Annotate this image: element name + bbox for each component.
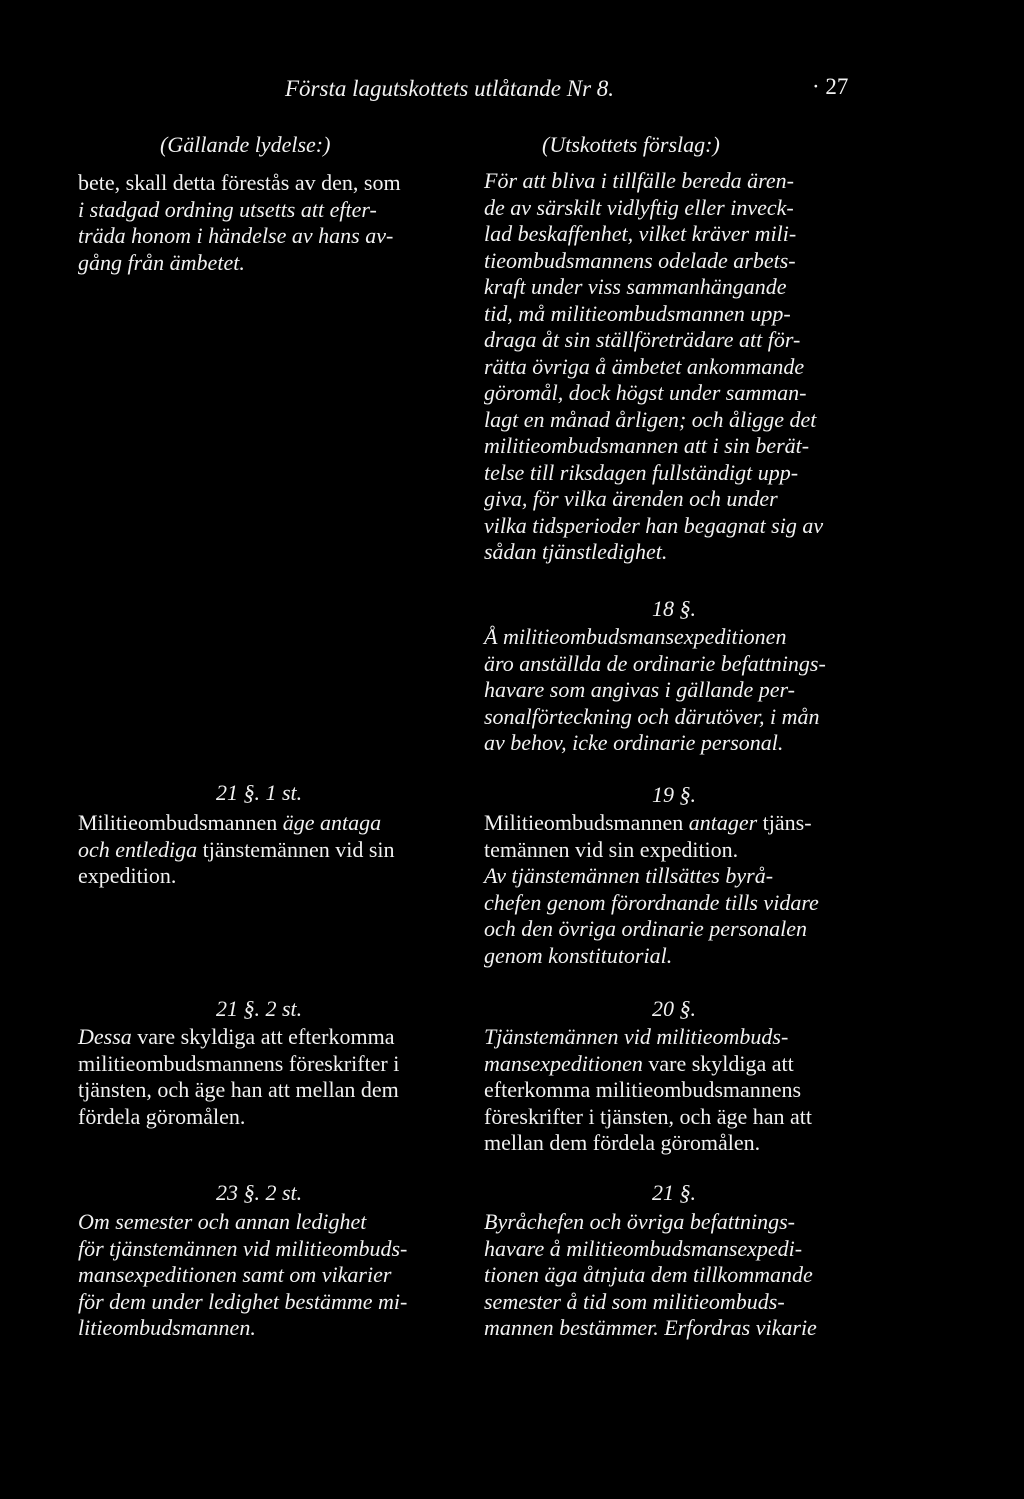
text-line: temännen vid sin expedition. bbox=[484, 836, 739, 862]
text-line: göromål, dock högst under samman- bbox=[484, 380, 807, 405]
text-line: För att bliva i tillfälle bereda ären- bbox=[484, 168, 794, 193]
page-number: · 27 bbox=[812, 74, 849, 99]
section-heading-19: 19 §. bbox=[652, 782, 696, 807]
section-21-paragraph bbox=[484, 1209, 872, 1342]
text-line: av behov, icke ordinarie personal. bbox=[484, 730, 784, 755]
text-line: Dessa vare skyldiga att efterkomma bbox=[78, 1024, 395, 1049]
section-21-2-paragraph bbox=[78, 1024, 466, 1130]
text-line: havare som angivas i gällande per- bbox=[484, 677, 795, 702]
text-line: militieombudsmannens föreskrifter i bbox=[78, 1050, 400, 1076]
text-line: lad beskaffenhet, vilket kräver mili- bbox=[484, 221, 797, 246]
text-line: Militieombudsmannen äge antaga bbox=[78, 810, 382, 835]
text-line: tjänsten, och äge han att mellan dem bbox=[78, 1077, 399, 1102]
text-line: chefen genom förordnande tills vidare bbox=[484, 889, 819, 915]
text-line: mansexpeditionen samt om vikarier bbox=[78, 1262, 392, 1287]
text-line: i stadgad ordning utsetts att efter- bbox=[78, 196, 377, 222]
section-heading-21: 21 §. bbox=[652, 1180, 696, 1205]
text-line: litieombudsmannen. bbox=[78, 1315, 256, 1340]
text-line: semester å tid som militieombuds- bbox=[484, 1288, 785, 1314]
left-column-heading: (Gällande lydelse:) bbox=[160, 132, 331, 157]
text-line: kraft under viss sammanhängande bbox=[484, 274, 787, 299]
section-21-1-paragraph bbox=[78, 810, 466, 890]
left-intro-paragraph bbox=[78, 170, 466, 276]
text-line: för tjänstemännen vid militieombuds- bbox=[78, 1235, 408, 1261]
section-20-paragraph bbox=[484, 1024, 872, 1157]
text-line: Av tjänstemännen tillsättes byrå- bbox=[484, 863, 774, 888]
text-line: träda honom i händelse av hans av- bbox=[78, 223, 394, 248]
section-19-paragraph bbox=[484, 810, 872, 969]
text-line: Tjänstemännen vid militieombuds- bbox=[484, 1024, 789, 1049]
running-header-title: Första lagutskottets utlåtande Nr 8. bbox=[285, 76, 615, 101]
text-line: tionen äga åtnjuta dem tillkommande bbox=[484, 1262, 813, 1287]
text-line: Å militieombudsmansexpeditionen bbox=[484, 624, 787, 649]
text-line: rätta övriga å ämbetet ankommande bbox=[484, 353, 805, 379]
text-line: och den övriga ordinarie personalen bbox=[484, 916, 808, 941]
text-line: mellan dem fördela göromålen. bbox=[484, 1130, 761, 1155]
text-line: bete, skall detta förestås av den, som bbox=[78, 170, 401, 195]
text-line: Militieombudsmannen antager tjäns- bbox=[484, 810, 812, 835]
section-18-paragraph bbox=[484, 624, 872, 757]
right-intro-paragraph bbox=[484, 168, 872, 566]
text-line: Byråchefen och övriga befattnings- bbox=[484, 1209, 795, 1234]
text-line: för dem under ledighet bestämme mi- bbox=[78, 1288, 408, 1314]
text-line: draga åt sin ställföreträdare att för- bbox=[484, 327, 801, 352]
right-column-heading: (Utskottets förslag:) bbox=[542, 132, 720, 157]
text-line: mannen bestämmer. Erfordras vikarie bbox=[484, 1315, 817, 1340]
text-line: sonalförteckning och därutöver, i mån bbox=[484, 703, 820, 729]
text-line: militieombudsmannen att i sin berät- bbox=[484, 433, 810, 458]
section-23-2-paragraph bbox=[78, 1209, 466, 1342]
text-line: äro anställda de ordinarie befattnings- bbox=[484, 650, 826, 676]
section-heading-21-2: 21 §. 2 st. bbox=[216, 996, 303, 1021]
text-line: mansexpeditionen vare skyldiga att bbox=[484, 1050, 794, 1076]
text-line: de av särskilt vidlyftig eller inveck- bbox=[484, 194, 794, 220]
text-line: genom konstitutorial. bbox=[484, 942, 673, 968]
text-line: och entlediga tjänstemännen vid sin bbox=[78, 836, 395, 862]
text-line: föreskrifter i tjänsten, och äge han att bbox=[484, 1103, 813, 1129]
text-line: tieombudsmannens odelade arbets- bbox=[484, 247, 796, 273]
text-line: Om semester och annan ledighet bbox=[78, 1209, 367, 1234]
text-line: fördela göromålen. bbox=[78, 1103, 246, 1129]
text-line: gång från ämbetet. bbox=[78, 249, 245, 275]
text-line: tid, må militieombudsmannen upp- bbox=[484, 300, 791, 326]
text-line: expedition. bbox=[78, 863, 177, 888]
section-heading-23-2: 23 §. 2 st. bbox=[216, 1180, 303, 1205]
text-line: efterkomma militieombudsmannens bbox=[484, 1077, 802, 1102]
text-line: sådan tjänstledighet. bbox=[484, 539, 668, 564]
section-heading-18: 18 §. bbox=[652, 596, 696, 621]
section-heading-21-1: 21 §. 1 st. bbox=[216, 780, 303, 805]
text-line: vilka tidsperioder han begagnat sig av bbox=[484, 512, 824, 538]
text-line: lagt en månad årligen; och åligge det bbox=[484, 406, 817, 432]
text-line: giva, för vilka ärenden och under bbox=[484, 486, 778, 511]
section-heading-20: 20 §. bbox=[652, 996, 696, 1021]
text-line: telse till riksdagen fullständigt upp- bbox=[484, 459, 799, 485]
text-line: havare å militieombudsmansexpedi- bbox=[484, 1235, 803, 1261]
